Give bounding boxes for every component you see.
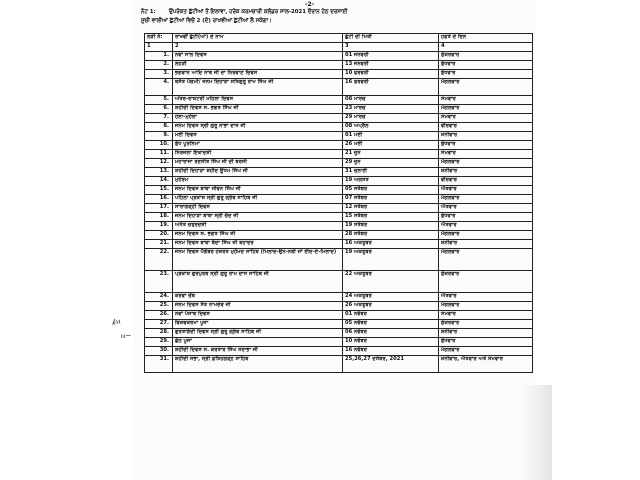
weekday-cell: ਬੁੱਧਵਾਰ	[439, 70, 533, 79]
table-row	[145, 320, 533, 329]
holiday-name-cell: ਸ਼ਹੀਦੀ ਦਿਵਸ ਸ. ਕਰਤਾਰ ਸਿੰਘ ਸਰਾਭਾ ਜੀ	[173, 347, 343, 356]
table-row	[145, 204, 533, 213]
weekday-cell: ਸੋਮਵਾਰ	[439, 96, 533, 105]
table-row	[145, 329, 533, 338]
holiday-name-cell: ਮਈ ਦਿਵਸ	[173, 132, 343, 141]
table-row	[145, 96, 533, 105]
holiday-name-cell: ਪਹਿਲਾ ਪ੍ਰਕਾਸ਼ ਸ੍ਰੀ ਗੁਰੂ ਗ੍ਰੰਥ ਸਾਹਿਬ ਜੀ	[173, 195, 343, 204]
holiday-name-cell: ਕਰਵਾ ਚੌਥ	[173, 293, 343, 302]
table-row	[145, 105, 533, 114]
table-row	[145, 222, 533, 231]
date-cell: 26 ਅਕਤੂਬਰ	[343, 302, 439, 311]
table-row	[145, 159, 533, 168]
table-row	[145, 52, 533, 61]
table-row	[145, 141, 533, 150]
weekday-cell: ਸ਼ੁੱਕਰਵਾਰ	[439, 271, 533, 293]
serial-cell: 1.	[145, 52, 173, 61]
holiday-name-cell: ਵਿਸ਼ਵਕਰਮਾ ਪੂਜਾ	[173, 320, 343, 329]
date-cell: 05 ਸਤੰਬਰ	[343, 186, 439, 195]
table-row	[145, 70, 533, 79]
date-cell: 22 ਅਕਤੂਬਰ	[343, 271, 439, 293]
table-row	[145, 338, 533, 347]
column-number: 2	[173, 43, 343, 52]
note-line-2: ਸੂਚੀ ਵਾਲੀਆਂ ਛੁੱਟੀਆਂ ਵਿਚੋਂ 2 (ਦੋ) ਰਾਖਵੀਆਂ ਛੁੱਟੀਆਂ ਲੈ ਸਕੇਗਾ।	[141, 17, 272, 24]
weekday-cell: ਸ਼ਨੀਵਾਰ	[439, 329, 533, 338]
date-cell: 01 ਜਨਵਰੀ	[343, 52, 439, 61]
column-number: 3	[343, 43, 439, 52]
serial-cell: 10.	[145, 141, 173, 150]
holiday-name-cell: ਮਹਾਰਾਜਾ ਰਣਜੀਤ ਸਿੰਘ ਜੀ ਦੀ ਬਰਸੀ	[173, 159, 343, 168]
column-number-row	[145, 43, 533, 52]
margin-handwriting: ⲛ~	[121, 331, 132, 340]
date-cell: 10 ਫਰਵਰੀ	[343, 70, 439, 79]
table-row	[145, 61, 533, 70]
date-cell: 23 ਮਾਰਚ	[343, 105, 439, 114]
table-row	[145, 79, 533, 96]
date-cell: 08 ਅਪ੍ਰੈਲ	[343, 123, 439, 132]
table-row	[145, 123, 533, 132]
holiday-name-cell: ਜਨਮ ਦਿਵਸ ਸ. ਭਗਤ ਸਿੰਘ ਜੀ	[173, 231, 343, 240]
note-label: ਨੋਟ 1:	[141, 9, 156, 15]
table-row	[145, 168, 533, 177]
weekday-cell: ਸ਼ਨੀਵਾਰ	[439, 240, 533, 249]
holiday-name-cell: ਬੁੱਧ ਪੂਰਨਿਮਾ	[173, 141, 343, 150]
serial-cell: 20.	[145, 231, 173, 240]
table-row	[145, 302, 533, 311]
table-row	[145, 186, 533, 195]
serial-cell: 31.	[145, 356, 173, 373]
table-row	[145, 213, 533, 222]
note-line-1: ਉਪਰੋਕਤ ਛੁੱਟੀਆਂ ਤੋਂ ਇਲਾਵਾ, ਹਰੇਕ ਕਰਮਚਾਰੀ ਕਲੰਡਰ ਸਾਲ-2021 ਦੌਰਾਨ ਹੇਠ ਦਰਸਾਈ	[169, 9, 348, 15]
date-cell: 19 ਸਤੰਬਰ	[343, 222, 439, 231]
weekday-cell: ਮੰਗਲਵਾਰ	[439, 231, 533, 240]
date-cell: 28 ਸਤੰਬਰ	[343, 231, 439, 240]
serial-cell: 3.	[145, 70, 173, 79]
holiday-name-cell: ਮੁਹੱਰਮ	[173, 177, 343, 186]
serial-cell: 16.	[145, 195, 173, 204]
serial-cell: 23.	[145, 271, 173, 293]
date-cell: 01 ਨਵੰਬਰ	[343, 311, 439, 320]
weekday-cell: ਮੰਗਲਵਾਰ	[439, 302, 533, 311]
weekday-cell: ਐਤਵਾਰ	[439, 186, 533, 195]
serial-cell: 9.	[145, 132, 173, 141]
holiday-name-cell: ਭਗਵਾਨ ਆਦਿ ਨਾਥ ਜੀ ਦਾ ਨਿਰਵਾਣ ਦਿਵਸ	[173, 70, 343, 79]
note-paragraph	[141, 8, 526, 25]
serial-cell: 14.	[145, 177, 173, 186]
date-cell: 16 ਅਕਤੂਬਰ	[343, 240, 439, 249]
weekday-cell: ਵੀਰਵਾਰ	[439, 177, 533, 186]
weekday-cell: ਐਤਵਾਰ	[439, 204, 533, 213]
serial-cell: 21.	[145, 240, 173, 249]
serial-cell: 22.	[145, 249, 173, 271]
date-cell: 07 ਸਤੰਬਰ	[343, 195, 439, 204]
holiday-name-cell: ਲੋਹੜੀ	[173, 61, 343, 70]
header-weekday: ਹਫਤੇ ਦੇ ਦਿਨ	[439, 34, 533, 43]
table-row	[145, 356, 533, 373]
serial-cell: 8.	[145, 123, 173, 132]
date-cell: 16 ਨਵੰਬਰ	[343, 347, 439, 356]
date-cell: 06 ਨਵੰਬਰ	[343, 329, 439, 338]
weekday-cell: ਮੰਗਲਵਾਰ	[439, 347, 533, 356]
table-row	[145, 311, 533, 320]
date-cell: 08 ਮਾਰਚ	[343, 96, 439, 105]
serial-cell: 25.	[145, 302, 173, 311]
holiday-name-cell: ਛੱਠ ਪੂਜਾ	[173, 338, 343, 347]
holiday-name-cell: ਅਨੰਤ ਚਤੁਰਦਸ਼ੀ	[173, 222, 343, 231]
table-row	[145, 231, 533, 240]
date-cell: 10 ਨਵੰਬਰ	[343, 338, 439, 347]
serial-cell: 13.	[145, 168, 173, 177]
serial-cell: 6.	[145, 105, 173, 114]
date-cell: 24 ਅਕਤੂਬਰ	[343, 293, 439, 302]
weekday-cell: ਸ਼ਨੀਵਾਰ	[439, 168, 533, 177]
margin-handwriting: 𝓀ⲛ	[111, 316, 121, 327]
weekday-cell: ਬੁੱਧਵਾਰ	[439, 338, 533, 347]
date-cell: 16 ਫਰਵਰੀ	[343, 79, 439, 96]
weekday-cell: ਸ਼ਨੀਵਾਰ, ਐਤਵਾਰ ਅਤੇ ਸੋਮਵਾਰ	[439, 356, 533, 373]
holiday-name-cell: ਗੁਰਤਾਗੱਦੀ ਦਿਵਸ ਸ੍ਰੀ ਗੁਰੂ ਗ੍ਰੰਥ ਸਾਹਿਬ ਜੀ	[173, 329, 343, 338]
date-cell: 19 ਅਕਤੂਬਰ	[343, 249, 439, 271]
table-row	[145, 132, 533, 141]
table-row	[145, 293, 533, 302]
serial-cell: 26.	[145, 311, 173, 320]
weekday-cell: ਬੁੱਧਵਾਰ	[439, 141, 533, 150]
date-cell: 05 ਨਵੰਬਰ	[343, 320, 439, 329]
date-cell: 21 ਜੂਨ	[343, 150, 439, 159]
weekday-cell: ਐਤਵਾਰ	[439, 293, 533, 302]
table-row	[145, 240, 533, 249]
table-row	[145, 195, 533, 204]
serial-cell: 24.	[145, 293, 173, 302]
table-row	[145, 150, 533, 159]
serial-cell: 7.	[145, 114, 173, 123]
column-number: 1	[145, 43, 173, 52]
weekday-cell: ਮੰਗਲਵਾਰ	[439, 249, 533, 271]
date-cell: 25,26,27 ਦਸੰਬਰ, 2021	[343, 356, 439, 373]
date-cell: 15 ਸਤੰਬਰ	[343, 213, 439, 222]
weekday-cell: ਸੋਮਵਾਰ	[439, 114, 533, 123]
weekday-cell: ਸੋਮਵਾਰ	[439, 311, 533, 320]
weekday-cell: ਬੁੱਧਵਾਰ	[439, 61, 533, 70]
serial-cell: 4.	[145, 79, 173, 96]
holiday-name-cell: ਜਨਮ ਦਿਵਸ ਬਾਬਾ ਬੰਦਾ ਸਿੰਘ ਜੀ ਬਹਾਦਰ	[173, 240, 343, 249]
holiday-name-cell: ਨਿਰਜਲਾ ਇਕਾਦਸ਼ੀ	[173, 150, 343, 159]
serial-cell: 12.	[145, 159, 173, 168]
serial-cell: 11.	[145, 150, 173, 159]
holiday-name-cell: ਜਨਮ ਦਿਵਸ ਪੈਗੰਬਰ ਹਜ਼ਰਤ ਮੁਹੰਮਦ ਸਾਹਿਬ (ਮਿਲਾਦ-ਉਨ-ਨਬੀ ਜਾਂ ਈਦ-ਏ-ਮਿਲਾਦ)	[173, 249, 343, 271]
date-cell: 31 ਜੁਲਾਈ	[343, 168, 439, 177]
holiday-name-cell: ਜਨਮ ਦਿਵਸ ਸ੍ਰੀ ਗੁਰੂ ਨਾਭਾ ਦਾਸ ਜੀ	[173, 123, 343, 132]
holiday-name-cell: ਸਾਰਾਗੜ੍ਹੀ ਦਿਵਸ	[173, 204, 343, 213]
table-row	[145, 177, 533, 186]
holiday-name-cell: ਸ਼ਹੀਦੀ ਸਭਾ, ਸ੍ਰੀ ਫ਼ਤਿਹਗੜ੍ਹ ਸਾਹਿਬ	[173, 356, 343, 373]
weekday-cell: ਐਤਵਾਰ	[439, 222, 533, 231]
page-number: -2-	[305, 1, 315, 8]
serial-cell: 28.	[145, 329, 173, 338]
reserved-holidays-table	[144, 33, 533, 373]
holiday-name-cell: ਸ਼ਹੀਦੀ ਦਿਹਾੜਾ ਸ਼ਹੀਦ ਊਧਮ ਸਿੰਘ ਜੀ	[173, 168, 343, 177]
holiday-name-cell: ਪ੍ਰਕਾਸ਼ ਗੁਰਪੁਰਬ ਸ੍ਰੀ ਗੁਰੂ ਰਾਮ ਦਾਸ ਸਾਹਿਬ ਜੀ	[173, 271, 343, 293]
weekday-cell: ਸ਼ੁੱਕਰਵਾਰ	[439, 52, 533, 61]
serial-cell: 30.	[145, 347, 173, 356]
serial-cell: 29.	[145, 338, 173, 347]
header-serial: ਲੜੀ ਨੰ:	[145, 34, 173, 43]
holiday-name-cell: ਜਨਮ ਦਿਵਸ ਸੰਤ ਨਾਮਦੇਵ ਜੀ	[173, 302, 343, 311]
paper-fold-shadow	[522, 385, 552, 480]
header-date: ਛੁੱਟੀ ਦੀ ਮਿਤੀ	[343, 34, 439, 43]
date-cell: 29 ਮਾਰਚ	[343, 114, 439, 123]
table-row	[145, 271, 533, 293]
column-number: 4	[439, 43, 533, 52]
holiday-name-cell: ਨਵਾਂ ਪੰਜਾਬ ਦਿਵਸ	[173, 311, 343, 320]
weekday-cell: ਸੋਮਵਾਰ	[439, 150, 533, 159]
holiday-name-cell: ਨਵਾਂ ਸਾਲ ਦਿਵਸ	[173, 52, 343, 61]
serial-cell: 2.	[145, 61, 173, 70]
holiday-name-cell: ਜਨਮ ਦਿਵਸ ਬਾਬਾ ਜੀਵਨ ਸਿੰਘ ਜੀ	[173, 186, 343, 195]
table-row	[145, 114, 533, 123]
holiday-name-cell: ਜਨਮ ਦਿਹਾੜਾ ਬਾਬਾ ਸ੍ਰੀ ਚੰਦ ਜੀ	[173, 213, 343, 222]
holiday-name-cell: ਬਸੰਤ ਪੰਚਮੀ/ ਜਨਮ ਦਿਹਾੜਾ ਸਤਿਗੁਰੂ ਰਾਮ ਸਿੰਘ ਜੀ	[173, 79, 343, 96]
serial-cell: 17.	[145, 204, 173, 213]
weekday-cell: ਬੁੱਧਵਾਰ	[439, 213, 533, 222]
holiday-name-cell: ਅੰਤਰ-ਰਾਸ਼ਟਰੀ ਮਹਿਲਾ ਦਿਵਸ	[173, 96, 343, 105]
date-cell: 13 ਜਨਵਰੀ	[343, 61, 439, 70]
serial-cell: 27.	[145, 320, 173, 329]
serial-cell: 5.	[145, 96, 173, 105]
date-cell: 19 ਅਗਸਤ	[343, 177, 439, 186]
weekday-cell: ਮੰਗਲਵਾਰ	[439, 105, 533, 114]
weekday-cell: ਸ਼ੁੱਕਰਵਾਰ	[439, 320, 533, 329]
serial-cell: 18.	[145, 213, 173, 222]
date-cell: 01 ਮਈ	[343, 132, 439, 141]
date-cell: 29 ਜੂਨ	[343, 159, 439, 168]
weekday-cell: ਮੰਗਲਵਾਰ	[439, 159, 533, 168]
weekday-cell: ਮੰਗਲਵਾਰ	[439, 195, 533, 204]
table-row	[145, 249, 533, 271]
table-row	[145, 347, 533, 356]
serial-cell: 19.	[145, 222, 173, 231]
table-header-row	[145, 34, 533, 43]
weekday-cell: ਮੰਗਲਵਾਰ	[439, 79, 533, 96]
weekday-cell: ਸ਼ਨੀਵਾਰ	[439, 132, 533, 141]
header-holiday-name: ਰਾਖਵੀਂ ਛੁੱਟੀ(ਆਂ) ਦੇ ਨਾਮ	[173, 34, 343, 43]
date-cell: 26 ਮਈ	[343, 141, 439, 150]
serial-cell: 15.	[145, 186, 173, 195]
holiday-name-cell: ਸ਼ਹੀਦੀ ਦਿਵਸ ਸ. ਭਗਤ ਸਿੰਘ ਜੀ	[173, 105, 343, 114]
date-cell: 12 ਸਤੰਬਰ	[343, 204, 439, 213]
weekday-cell: ਵੀਰਵਾਰ	[439, 123, 533, 132]
holiday-name-cell: ਹੋਲਾ-ਮੁਹੱਲਾ	[173, 114, 343, 123]
